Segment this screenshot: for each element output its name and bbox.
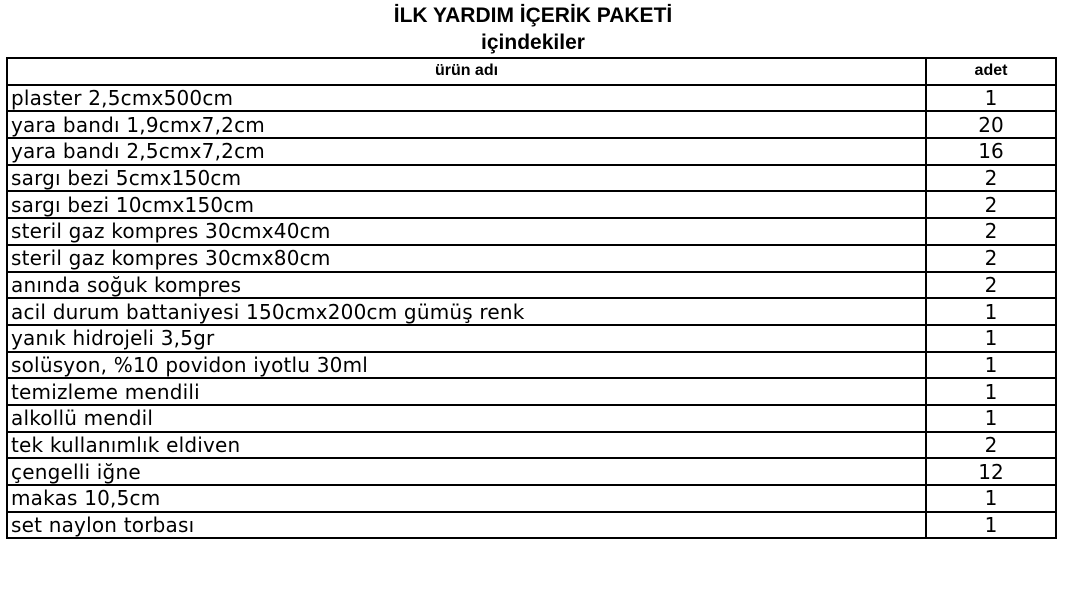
quantity-cell: 20: [926, 111, 1056, 138]
quantity-cell: 2: [926, 432, 1056, 459]
table-row: [7, 111, 1056, 138]
product-name-cell: set naylon torbası: [7, 512, 926, 539]
product-name-cell: tek kullanımlık eldiven: [7, 432, 926, 459]
quantity-cell: 1: [926, 512, 1056, 539]
table-row: [7, 272, 1056, 299]
contents-table: [6, 57, 1057, 539]
product-name-cell: çengelli iğne: [7, 458, 926, 485]
product-name-cell: yara bandı 2,5cmx7,2cm: [7, 138, 926, 165]
column-header-quantity: adet: [926, 58, 1056, 85]
quantity-cell: 1: [926, 485, 1056, 512]
quantity-cell: 12: [926, 458, 1056, 485]
quantity-cell: 2: [926, 218, 1056, 245]
product-name-cell: acil durum battaniyesi 150cmx200cm gümüş renk: [7, 298, 926, 325]
product-name-cell: yanık hidrojeli 3,5gr: [7, 325, 926, 352]
product-name-cell: sargı bezi 10cmx150cm: [7, 191, 926, 218]
quantity-cell: 2: [926, 245, 1056, 272]
product-name-cell: alkollü mendil: [7, 405, 926, 432]
product-name-cell: solüsyon, %10 povidon iyotlu 30ml: [7, 352, 926, 379]
document-title: İLK YARDIM İÇERİK PAKETİ: [393, 4, 673, 27]
quantity-cell: 1: [926, 405, 1056, 432]
table-row: [7, 298, 1056, 325]
table-row: [7, 458, 1056, 485]
table-row: [7, 165, 1056, 192]
table-row: [7, 512, 1056, 539]
product-name-cell: yara bandı 1,9cmx7,2cm: [7, 111, 926, 138]
quantity-cell: 1: [926, 325, 1056, 352]
product-name-cell: steril gaz kompres 30cmx40cm: [7, 218, 926, 245]
table-row: [7, 138, 1056, 165]
table-row: [7, 218, 1056, 245]
table-body: [7, 85, 1056, 539]
column-header-product-name: ürün adı: [7, 58, 926, 85]
product-name-cell: sargı bezi 5cmx150cm: [7, 165, 926, 192]
quantity-cell: 2: [926, 191, 1056, 218]
quantity-cell: 1: [926, 352, 1056, 379]
quantity-cell: 1: [926, 298, 1056, 325]
table-row: [7, 191, 1056, 218]
product-name-cell: steril gaz kompres 30cmx80cm: [7, 245, 926, 272]
table-row: [7, 485, 1056, 512]
table-row: [7, 245, 1056, 272]
quantity-cell: 1: [926, 378, 1056, 405]
product-name-cell: makas 10,5cm: [7, 485, 926, 512]
table-row: [7, 352, 1056, 379]
product-name-cell: plaster 2,5cmx500cm: [7, 85, 926, 112]
table-header-row: [7, 58, 1056, 85]
table-row: [7, 378, 1056, 405]
table-row: [7, 405, 1056, 432]
quantity-cell: 2: [926, 165, 1056, 192]
quantity-cell: 1: [926, 85, 1056, 112]
table-row: [7, 432, 1056, 459]
quantity-cell: 2: [926, 272, 1056, 299]
document-subtitle: içindekiler: [481, 31, 585, 54]
table-row: [7, 325, 1056, 352]
product-name-cell: anında soğuk kompres: [7, 272, 926, 299]
table-row: [7, 85, 1056, 112]
product-name-cell: temizleme mendili: [7, 378, 926, 405]
quantity-cell: 16: [926, 138, 1056, 165]
